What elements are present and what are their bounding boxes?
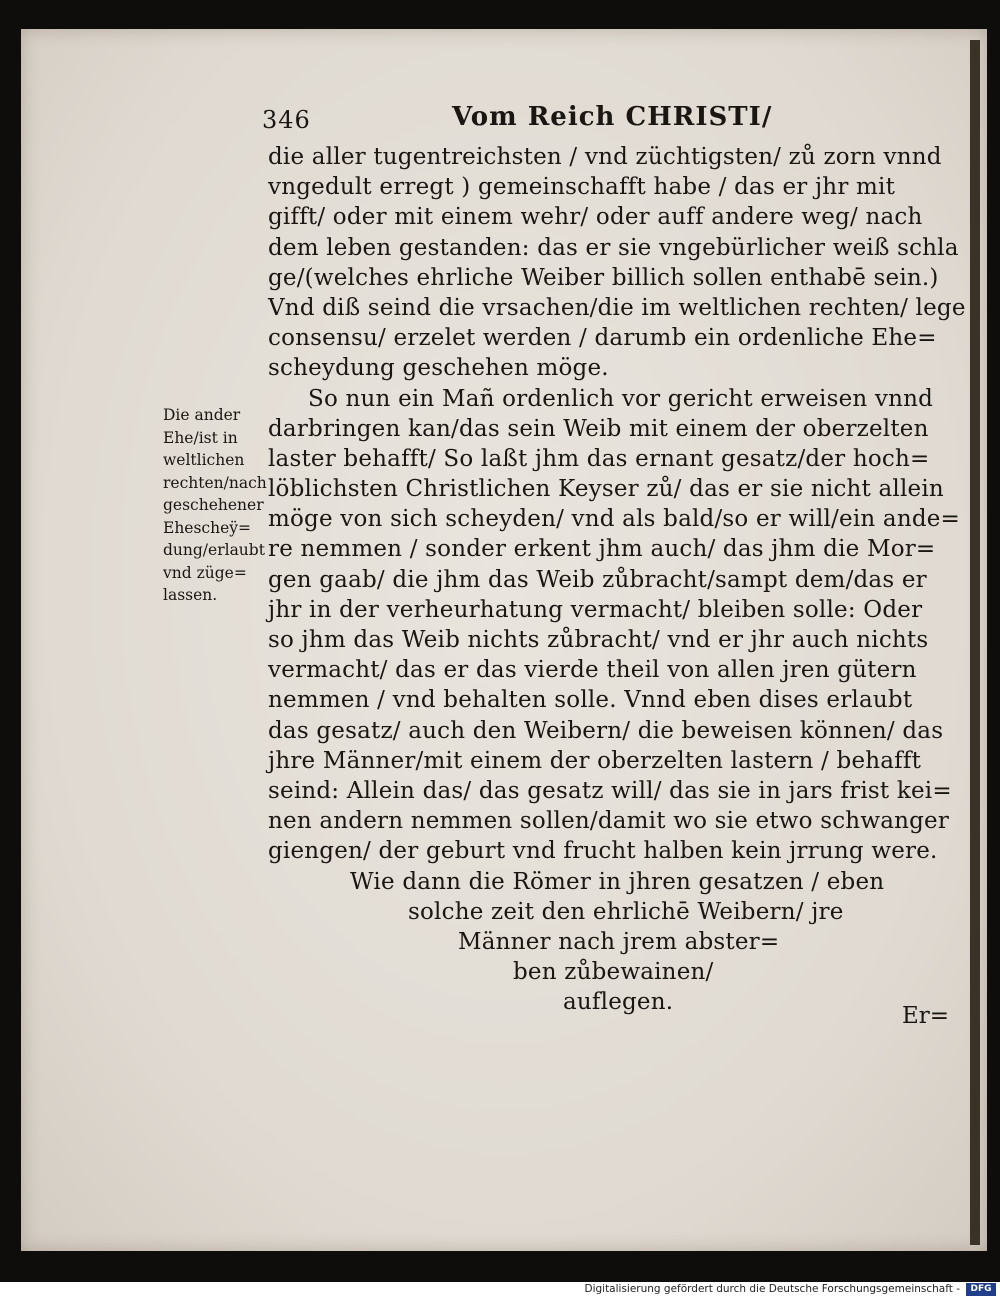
marginal-note-line: lassen. bbox=[163, 586, 218, 604]
text-line: scheydung geschehen möge. bbox=[268, 355, 609, 382]
body-text bbox=[268, 142, 968, 1017]
text-line: Vnd diß seind die vrsachen/die im weltlichen rechten/ lege bbox=[268, 294, 966, 321]
text-line: das gesatz/ auch den Weibern/ die beweisen können/ das bbox=[268, 717, 944, 744]
funding-credit: Digitalisierung gefördert durch die Deutsche Forschungsgemeinschaft - bbox=[584, 1283, 960, 1295]
text-line: giengen/ der geburt vnd frucht halben kein jrrung were. bbox=[268, 838, 938, 865]
page-edge bbox=[970, 40, 980, 1245]
text-line: So nun ein Mañ ordenlich vor gericht erweisen vnnd bbox=[308, 385, 934, 412]
marginal-note-line: dung/erlaubt bbox=[163, 541, 265, 559]
page-number: 346 bbox=[262, 106, 311, 134]
dfg-logo-icon: DFG bbox=[966, 1283, 996, 1296]
text-line: re nemmen / sonder erkent jhm auch/ das jhm die Mor= bbox=[268, 536, 936, 563]
text-line: jhre Männer/mit einem der oberzelten lastern / behafft bbox=[268, 747, 922, 774]
text-line: solche zeit den ehrlichē Weibern/ jre bbox=[408, 898, 844, 925]
text-line: vermacht/ das er das vierde theil von allen jren gütern bbox=[268, 657, 917, 684]
text-line: Männer nach jrem abster= bbox=[458, 928, 780, 955]
marginal-note-line: vnd züge= bbox=[163, 563, 247, 582]
marginal-note-line: Ehe/ist in bbox=[163, 428, 238, 447]
marginal-note bbox=[163, 404, 273, 607]
running-head bbox=[262, 100, 982, 140]
text-line: Wie dann die Römer in jhren gesatzen / eben bbox=[350, 868, 885, 895]
text-line: consensu/ erzelet werden / darumb ein ordenliche Ehe= bbox=[268, 325, 937, 352]
running-title: Vom Reich CHRISTI/ bbox=[452, 102, 773, 132]
marginal-note-line: Die ander bbox=[163, 406, 241, 424]
marginal-note-line: Ehescheÿ= bbox=[163, 518, 252, 537]
text-line: laster behafft/ So laßt jhm das ernant gesatz/der hoch= bbox=[268, 445, 930, 472]
text-line: seind: Allein das/ das gesatz will/ das sie in jars frist kei= bbox=[268, 777, 952, 804]
catchword: Er= bbox=[902, 1003, 950, 1029]
text-line: darbringen kan/das sein Weib mit einem der oberzelten bbox=[268, 415, 929, 442]
text-line: ben zůbewainen/ bbox=[513, 959, 714, 986]
text-line: ge/(welches ehrliche Weiber billich sollen enthabē sein.) bbox=[268, 264, 939, 291]
text-line: löblichsten Christlichen Keyser zů/ das er sie nicht allein bbox=[268, 476, 944, 503]
marginal-note-line: rechten/nach bbox=[163, 473, 267, 492]
text-line: jhr in der verheurhatung vermacht/ bleiben solle: Oder bbox=[268, 596, 923, 623]
text-line: vngedult erregt ) gemeinschafft habe / das er jhr mit bbox=[268, 174, 896, 201]
text-line: gifft/ oder mit einem wehr/ oder auff andere weg/ nach bbox=[268, 204, 923, 231]
text-line: nemmen / vnd behalten solle. Vnnd eben dises erlaubt bbox=[268, 687, 913, 714]
marginal-note-line: geschehener bbox=[163, 496, 264, 514]
marginal-note-line: weltlichen bbox=[163, 451, 245, 469]
text-line: die aller tugentreichsten / vnd züchtigsten/ zů zorn vnnd bbox=[268, 144, 942, 170]
text-line: nen andern nemmen sollen/damit wo sie etwo schwanger bbox=[268, 808, 950, 835]
text-line: dem leben gestanden: das er sie vngebürlicher weiß schla bbox=[268, 234, 959, 261]
text-line: so jhm das Weib nichts zůbracht/ vnd er jhr auch nichts bbox=[268, 627, 929, 653]
text-line: auflegen. bbox=[563, 989, 674, 1016]
text-line: gen gaab/ die jhm das Weib zůbracht/sampt dem/das er bbox=[268, 566, 927, 593]
text-line: möge von sich scheyden/ vnd als bald/so er will/ein ande= bbox=[268, 506, 961, 533]
